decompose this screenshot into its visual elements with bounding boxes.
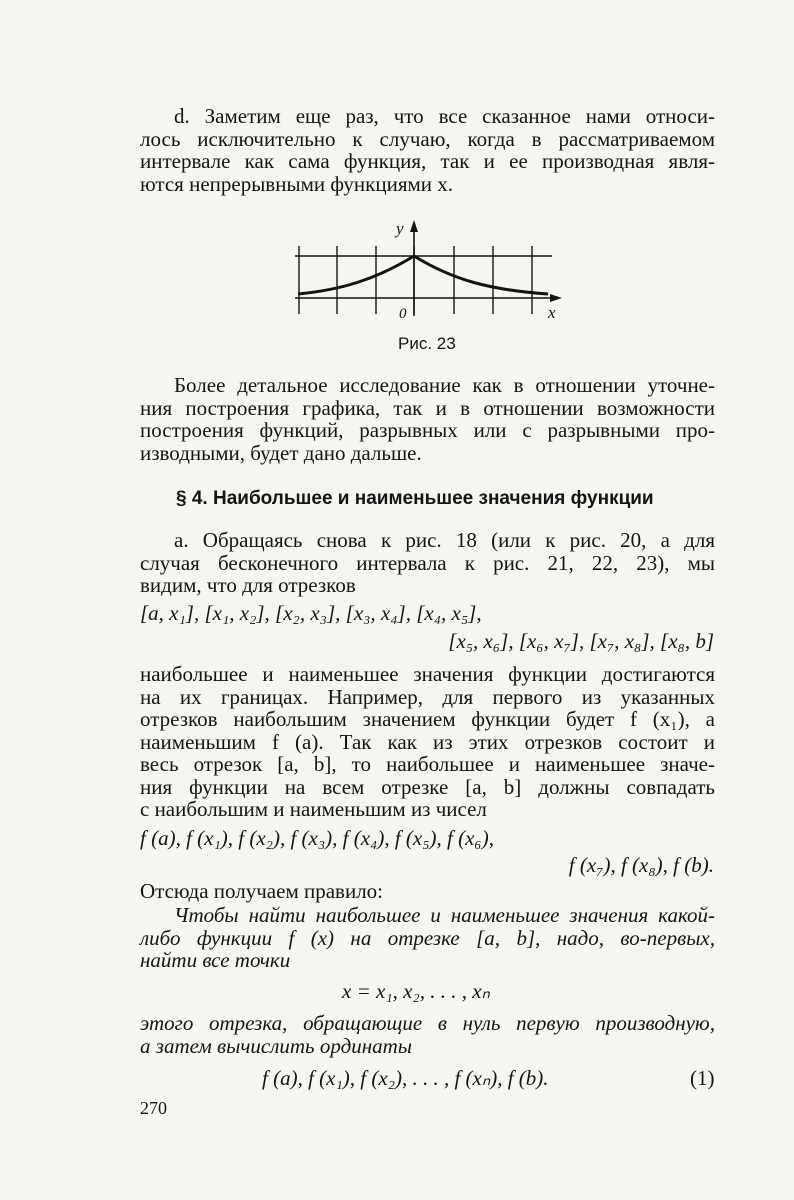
text-line: ния функции на всем отрезке [a, b] должны совпадать	[140, 774, 715, 799]
text-line: ются непрерывными функциями x.	[140, 171, 454, 196]
rule-statement	[140, 904, 715, 972]
text-line: либо функции f (x) на отрезке [a, b], надо, во-первых,	[140, 925, 715, 950]
points-equation: x = x₁, x₂, . . . , xₙ	[342, 979, 490, 1003]
text-line: отрезков наибольшим значением функции будет f (x₁), а	[140, 707, 715, 731]
intervals-line-1: [a, x₁], [x₁, x₂], [x₂, x₃], [x₃, x₄], [x₄, x₅],	[140, 601, 482, 625]
rule-intro	[140, 880, 715, 903]
text-line: весь отрезок [a, b], то наибольшее и наименьшее значе-	[140, 752, 715, 776]
paragraph-a	[140, 529, 715, 597]
text-line: интервале как сама функция, так и ее производная явля-	[140, 149, 715, 173]
values-line-2: f (x₇), f (x₈), f (b).	[568, 853, 714, 877]
figure-23-graph	[290, 218, 565, 330]
text-line: d. Заметим еще раз, что все сказанное нами относи-	[174, 104, 715, 128]
origin-label: 0	[399, 306, 407, 322]
text-line: Более детальное исследование как в отношении уточне-	[174, 373, 715, 397]
text-line: лось исключительно к случаю, когда в рассматриваемом	[140, 126, 715, 151]
rule-statement-continued	[140, 1012, 715, 1057]
text-line: наименьшим f (a). Так как из этих отрезков состоит и	[140, 729, 715, 754]
intervals-line-2: [x₅, x₆], [x₆, x₇], [x₇, x₈], [x₈, b]	[448, 629, 714, 653]
text-line: а. Обращаясь снова к рис. 18 (или к рис. 20, а для	[174, 528, 715, 552]
text-line: Чтобы найти наибольшее и наименьшее значения какой-	[174, 903, 715, 927]
x-axis-label: x	[548, 303, 556, 322]
x-axis-arrow	[550, 294, 562, 302]
text-line: наибольшее и наименьшее значения функции достигаются	[140, 662, 715, 686]
text-line: ния построения графика, так и в отношении возможности	[140, 395, 715, 420]
paragraph-d	[140, 105, 715, 195]
text-line: видим, что для отрезков	[140, 573, 356, 597]
bell-curve	[298, 256, 548, 294]
text-line: с наибольшим и наименьшим из чисел	[140, 797, 487, 821]
text-line: этого отрезка, обращающие в нуль первую производную,	[140, 1011, 715, 1035]
y-axis-arrow	[410, 220, 418, 232]
text-line: на их границах. Например, для первого из указанных	[140, 684, 715, 709]
values-line-1: f (a), f (x₁), f (x₂), f (x₃), f (x₄), f (x₅), f (x₆),	[140, 826, 494, 850]
y-axis-label: y	[396, 219, 404, 238]
ordinates-equation: f (a), f (x₁), f (x₂), . . . , f (xₙ), f (b).	[262, 1066, 549, 1090]
text-line: а затем вычислить ординаты	[140, 1033, 413, 1058]
text-line: случая бесконечного интервала к рис. 21, 22, 23), мы	[140, 550, 715, 575]
paragraph-max-min	[140, 663, 715, 821]
text-line: построения функций, разрывных или с разрывными про-	[140, 418, 715, 442]
text-line: найти все точки	[140, 948, 291, 972]
text-line: изводными, будет дано дальше.	[140, 440, 422, 465]
page-number: 270	[140, 1098, 167, 1118]
section-heading: § 4. Наибольшее и наименьшее значения функции	[176, 488, 654, 509]
text-line: Отсюда получаем правило:	[140, 879, 384, 903]
paragraph-more-detailed	[140, 374, 715, 464]
equation-number: (1)	[690, 1066, 715, 1090]
figure-caption: Рис. 23	[398, 334, 456, 353]
